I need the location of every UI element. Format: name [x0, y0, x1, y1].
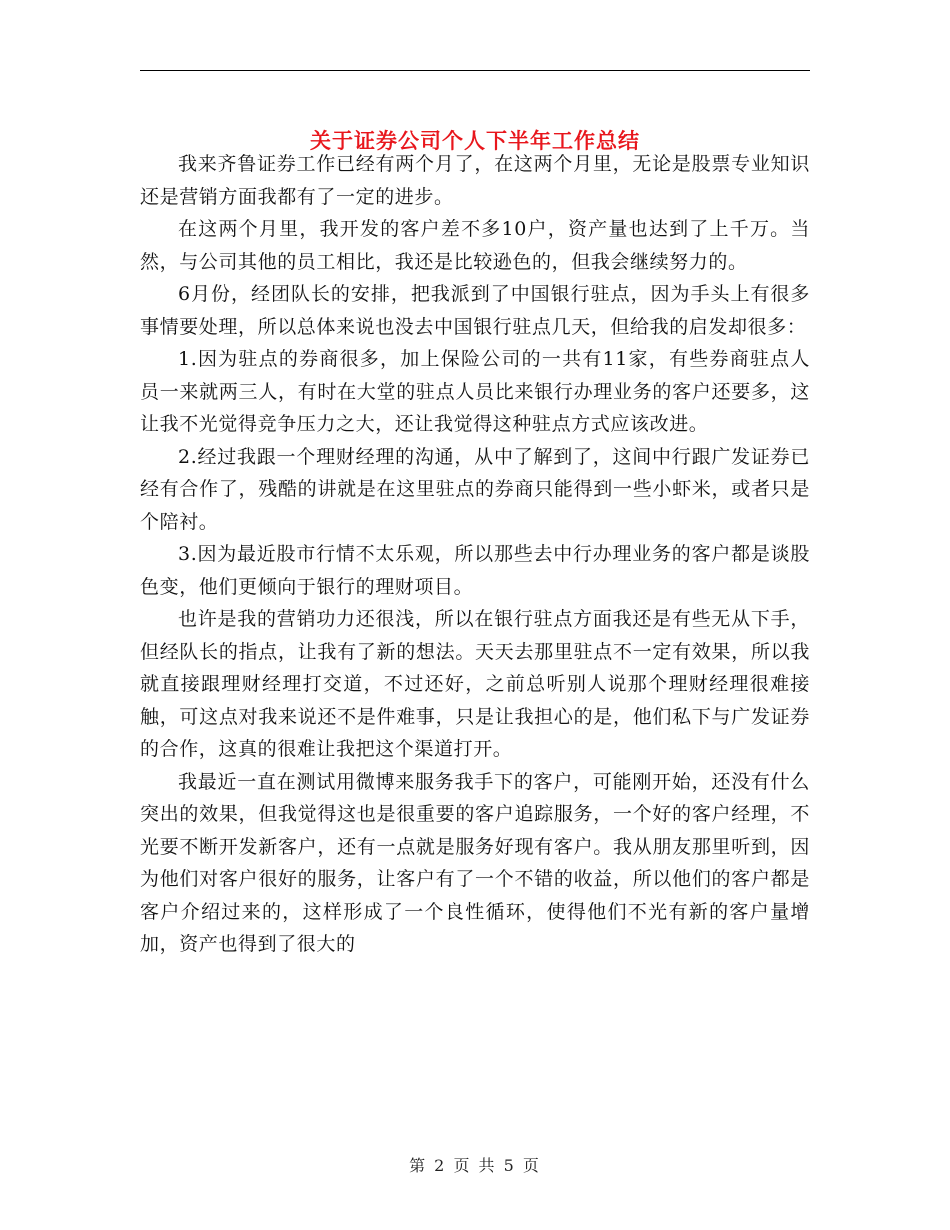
- document-title: 关于证券公司个人下半年工作总结: [310, 128, 640, 154]
- header-rule: [140, 70, 810, 71]
- paragraph: 2.经过我跟一个理财经理的沟通，从中了解到了，这间中行跟广发证券已经有合作了，残酷的讲就是在这里驻点的券商只能得到一些小虾米，或者只是个陪衬。: [140, 445, 810, 533]
- document-body: [140, 148, 810, 961]
- paragraph: 在这两个月里，我开发的客户差不多10户，资产量也达到了上千万。当然，与公司其他的员工相比，我还是比较逊色的，但我会继续努力的。: [140, 218, 810, 273]
- paragraph: 6月份，经团队长的安排，把我派到了中国银行驻点，因为手头上有很多事情要处理，所以总体来说也没去中国银行驻点几天，但给我的启发却很多：: [140, 283, 810, 338]
- page-number-footer: 第 2 页 共 5 页: [409, 1156, 541, 1175]
- paragraph: 3.因为最近股市行情不太乐观，所以那些去中行办理业务的客户都是谈股色变，他们更倾向于银行的理财项目。: [140, 543, 810, 598]
- paragraph: 也许是我的营销功力还很浅，所以在银行驻点方面我还是有些无从下手，但经队长的指点，让我有了新的想法。天天去那里驻点不一定有效果，所以我就直接跟理财经理打交道，不过还好，之前总听别人说那个理财经理很难接触，可这点对我来说还不是件难事，只是让我担心的是，他们私下与广发证券的合作，这真的很难让我把这个渠道打开。: [140, 608, 810, 760]
- paragraph: 我来齐鲁证券工作已经有两个月了，在这两个月里，无论是股票专业知识还是营销方面我都有了一定的进步。: [140, 153, 810, 208]
- paragraph: 1.因为驻点的券商很多，加上保险公司的一共有11家，有些券商驻点人员一来就两三人，有时在大堂的驻点人员比来银行办理业务的客户还要多，这让我不光觉得竞争压力之大，还让我觉得这种驻点方式应该改进。: [140, 348, 810, 435]
- paragraph: 我最近一直在测试用微博来服务我手下的客户，可能刚开始，还没有什么突出的效果，但我觉得这也是很重要的客户追踪服务，一个好的客户经理，不光要不断开发新客户，还有一点就是服务好现有客户。我从朋友那里听到，因为他们对客户很好的服务，让客户有了一个不错的收益，所以他们的客户都是客户介绍过来的，这样形成了一个良性循环，使得他们不光有新的客户量增加，资产也得到了很大的: [140, 770, 810, 955]
